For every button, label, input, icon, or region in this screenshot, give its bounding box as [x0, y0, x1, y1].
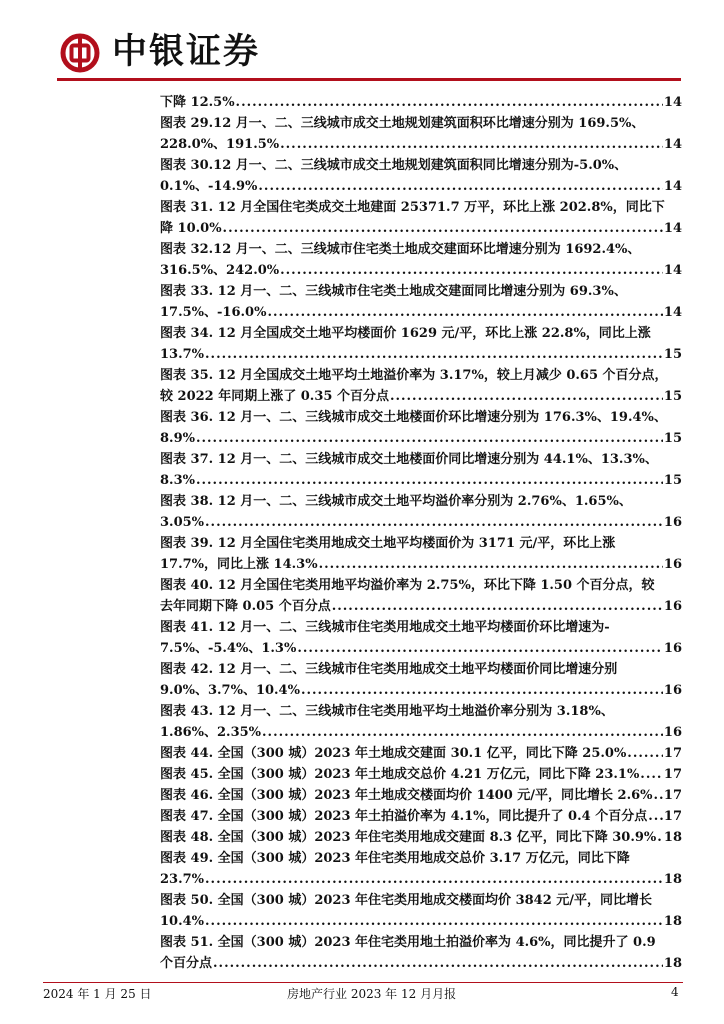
toc-page-number: 15 — [663, 431, 682, 446]
dot-leader — [205, 344, 663, 365]
toc-page-number: 18 — [663, 830, 682, 845]
dot-leader — [205, 869, 663, 890]
toc-page-number: 14 — [663, 137, 682, 152]
toc-entry-text: 13.7% — [160, 347, 205, 362]
dot-leader — [640, 764, 663, 785]
toc-entry-text: 7.5%、-5.4%、1.3% — [160, 641, 297, 656]
footer-divider — [43, 982, 683, 983]
footer-page-number: 4 — [671, 985, 679, 999]
toc-entry-line — [160, 869, 682, 890]
header-divider — [57, 78, 681, 81]
toc-entry-line — [160, 554, 682, 575]
toc-page-number: 14 — [663, 263, 682, 278]
toc-entry-title: 图表 36. 12 月一、二、三线城市成交土地楼面价环比增速分别为 176.3%、19.4%、 — [160, 410, 667, 425]
toc-page-number: 17 — [663, 746, 682, 761]
toc-entry[interactable] — [160, 533, 682, 575]
toc-entry-title: 图表 43. 12 月一、二、三线城市住宅类用地平均土地溢价率分别为 3.18%、 — [160, 704, 614, 719]
dot-leader — [319, 554, 663, 575]
dot-leader — [196, 470, 663, 491]
dot-leader — [390, 386, 663, 407]
toc-page-number: 16 — [663, 599, 682, 614]
toc-entry-line — [160, 134, 682, 155]
toc-entry-title: 图表 38. 12 月一、二、三线城市成交土地平均溢价率分别为 2.76%、1.65%、 — [160, 494, 632, 509]
toc-entry-title: 图表 49. 全国（300 城）2023 年住宅类用地成交总价 3.17 万亿元，同比下降 — [160, 851, 630, 866]
toc-entry-title: 图表 51. 全国（300 城）2023 年住宅类用地土拍溢价率为 4.6%，同比提升了 0.9 — [160, 935, 656, 950]
toc-entry-title: 图表 39. 12 月全国住宅类用地成交土地平均楼面价为 3171 元/平，环比上涨 — [160, 536, 616, 551]
toc-entry-title: 图表 50. 全国（300 城）2023 年住宅类用地成交楼面均价 3842 元/平，同比增长 — [160, 893, 653, 908]
toc-page-number: 14 — [663, 95, 682, 110]
toc-entry-title: 图表 33. 12 月一、二、三线城市住宅类土地成交建面同比增速分别为 69.3%、 — [160, 284, 627, 299]
dot-leader — [223, 218, 663, 239]
toc-entry[interactable] — [160, 848, 682, 890]
bank-of-china-logo-icon — [60, 33, 100, 73]
dot-leader — [280, 260, 663, 281]
toc-entry-line — [160, 743, 682, 764]
toc-entry[interactable] — [160, 323, 682, 365]
toc-page-number: 15 — [663, 347, 682, 362]
toc-entry[interactable] — [160, 239, 682, 281]
toc-entry[interactable] — [160, 281, 682, 323]
toc-entry-line — [160, 302, 682, 323]
toc-entry-title: 图表 32.12 月一、二、三线城市住宅类土地成交建面环比增速分别为 1692.4%、 — [160, 242, 641, 257]
toc-entry-text: 8.9% — [160, 431, 195, 446]
toc-entry[interactable] — [160, 449, 682, 491]
toc-entry[interactable] — [160, 407, 682, 449]
toc-entry-text: 去年同期下降 0.05 个百分点 — [160, 599, 331, 614]
toc-entry-title: 图表 34. 12 月全国成交土地平均楼面价 1629 元/平，环比上涨 22.8%，同比上涨 — [160, 326, 651, 341]
toc-page-number: 14 — [663, 305, 682, 320]
toc-entry-line — [160, 218, 682, 239]
dot-leader — [301, 680, 663, 701]
toc-page-number: 16 — [663, 557, 682, 572]
toc-entry-text: 较 2022 年同期上涨了 0.35 个百分点 — [160, 389, 389, 404]
toc-entry-line — [160, 785, 682, 806]
toc-entry-text: 23.7% — [160, 872, 205, 887]
toc-entry[interactable] — [160, 701, 682, 743]
toc-entry[interactable] — [160, 890, 682, 932]
toc-entry[interactable] — [160, 764, 682, 785]
toc-entry-text: 个百分点 — [160, 956, 213, 971]
toc-entry-line — [160, 428, 682, 449]
toc-entry-text: 8.3% — [160, 473, 195, 488]
toc-entry-line — [160, 176, 682, 197]
toc-entry-title: 图表 30.12 月一、二、三线城市成交土地规划建筑面积同比增速分别为-5.0%、 — [160, 158, 628, 173]
toc-page-number: 15 — [663, 473, 682, 488]
toc-entry-line — [160, 260, 682, 281]
dot-leader — [205, 911, 663, 932]
toc-page-number: 16 — [663, 725, 682, 740]
toc-entry-line — [160, 680, 682, 701]
toc-entry-text: 0.1%、-14.9% — [160, 179, 258, 194]
toc-entry-text: 降 10.0% — [160, 221, 222, 236]
toc-entry-title: 图表 35. 12 月全国成交土地平均土地溢价率为 3.17%，较上月减少 0.65 个百分点， — [160, 368, 668, 383]
toc-page-number: 16 — [663, 683, 682, 698]
toc-entry[interactable] — [160, 365, 682, 407]
toc-entry-title: 图表 29.12 月一、二、三线城市成交土地规划建筑面积环比增速分别为 169.5%、 — [160, 116, 645, 131]
toc-entry-text: 图表 47. 全国（300 城）2023 年土拍溢价率为 4.1%，同比提升了 0.4 个百分点 — [160, 809, 648, 824]
page-header — [0, 0, 724, 84]
toc-entry-line — [160, 722, 682, 743]
dot-leader — [657, 827, 663, 848]
dot-leader — [196, 428, 663, 449]
toc-page-number: 17 — [663, 767, 682, 782]
dot-leader — [205, 512, 663, 533]
toc-entry-text: 图表 46. 全国（300 城）2023 年土地成交楼面均价 1400 元/平，同比增长 2.6% — [160, 788, 653, 803]
toc-entry-title: 图表 42. 12 月一、二、三线城市住宅类用地成交土地平均楼面价同比增速分别 — [160, 662, 618, 677]
toc-entry-title: 图表 41. 12 月一、二、三线城市住宅类用地成交土地平均楼面价环比增速为- — [160, 620, 610, 635]
dot-leader — [262, 722, 663, 743]
toc-entry[interactable] — [160, 806, 682, 827]
table-of-contents — [160, 92, 682, 974]
toc-entry-text: 3.05% — [160, 515, 205, 530]
toc-entry-text: 228.0%、191.5% — [160, 137, 280, 152]
toc-entry-line — [160, 827, 682, 848]
toc-entry[interactable] — [160, 92, 682, 113]
toc-entry[interactable] — [160, 659, 682, 701]
brand-name: 中银证券 — [112, 32, 261, 72]
toc-entry-line — [160, 386, 682, 407]
dot-leader — [332, 596, 663, 617]
toc-entry[interactable] — [160, 617, 682, 659]
toc-page-number: 16 — [663, 641, 682, 656]
toc-entry[interactable] — [160, 491, 682, 533]
toc-entry[interactable] — [160, 113, 682, 155]
dot-leader — [280, 134, 663, 155]
toc-entry-text: 图表 48. 全国（300 城）2023 年住宅类用地成交建面 8.3 亿平，同比下降 30.9% — [160, 830, 657, 845]
footer-date: 2024 年 1 月 25 日 — [43, 987, 152, 1001]
toc-page-number: 14 — [663, 179, 682, 194]
toc-page-number: 15 — [663, 389, 682, 404]
toc-page-number: 17 — [663, 788, 682, 803]
toc-page-number: 18 — [663, 956, 682, 971]
toc-entry-line — [160, 596, 682, 617]
toc-entry-text: 图表 44. 全国（300 城）2023 年土地成交建面 30.1 亿平，同比下降 25.0% — [160, 746, 627, 761]
toc-entry-line — [160, 911, 682, 932]
toc-entry-text: 图表 45. 全国（300 城）2023 年土地成交总价 4.21 万亿元，同比下降 23.1% — [160, 767, 640, 782]
dot-leader — [654, 785, 663, 806]
toc-entry[interactable] — [160, 197, 682, 239]
toc-entry[interactable] — [160, 932, 682, 974]
toc-page-number: 18 — [663, 914, 682, 929]
toc-entry-line — [160, 92, 682, 113]
dot-leader — [648, 806, 663, 827]
dot-leader — [627, 743, 663, 764]
toc-entry-text: 下降 12.5% — [160, 95, 235, 110]
toc-entry-line — [160, 764, 682, 785]
dot-leader — [258, 176, 663, 197]
toc-entry-line — [160, 806, 682, 827]
toc-entry[interactable] — [160, 827, 682, 848]
toc-entry-text: 10.4% — [160, 914, 205, 929]
dot-leader — [297, 638, 663, 659]
dot-leader — [267, 302, 662, 323]
toc-entry-line — [160, 344, 682, 365]
toc-page-number: 18 — [663, 872, 682, 887]
toc-entry-text: 316.5%、242.0% — [160, 263, 280, 278]
toc-page-number: 17 — [663, 809, 682, 824]
toc-entry-line — [160, 512, 682, 533]
toc-entry-title: 图表 40. 12 月全国住宅类用地平均溢价率为 2.75%，环比下降 1.50 个百分点，较 — [160, 578, 655, 593]
toc-entry-title: 图表 31. 12 月全国住宅类成交土地建面 25371.7 万平，环比上涨 202.8%，同比下 — [160, 200, 665, 215]
toc-entry-title: 图表 37. 12 月一、二、三线城市成交土地楼面价同比增速分别为 44.1%、13.3%、 — [160, 452, 658, 467]
toc-entry[interactable] — [160, 155, 682, 197]
toc-entry[interactable] — [160, 575, 682, 617]
toc-entry[interactable] — [160, 785, 682, 806]
toc-entry-text: 17.5%、-16.0% — [160, 305, 267, 320]
dot-leader — [213, 953, 663, 974]
toc-entry-line — [160, 638, 682, 659]
toc-entry[interactable] — [160, 743, 682, 764]
footer-report-title: 房地产行业 2023 年 12 月月报 — [287, 987, 457, 1001]
toc-entry-text: 9.0%、3.7%、10.4% — [160, 683, 300, 698]
dot-leader — [236, 92, 663, 113]
toc-page-number: 16 — [663, 515, 682, 530]
toc-page-number: 14 — [663, 221, 682, 236]
toc-entry-line — [160, 470, 682, 491]
toc-entry-text: 17.7%，同比上涨 14.3% — [160, 557, 318, 572]
toc-entry-text: 1.86%、2.35% — [160, 725, 262, 740]
toc-entry-line — [160, 953, 682, 974]
